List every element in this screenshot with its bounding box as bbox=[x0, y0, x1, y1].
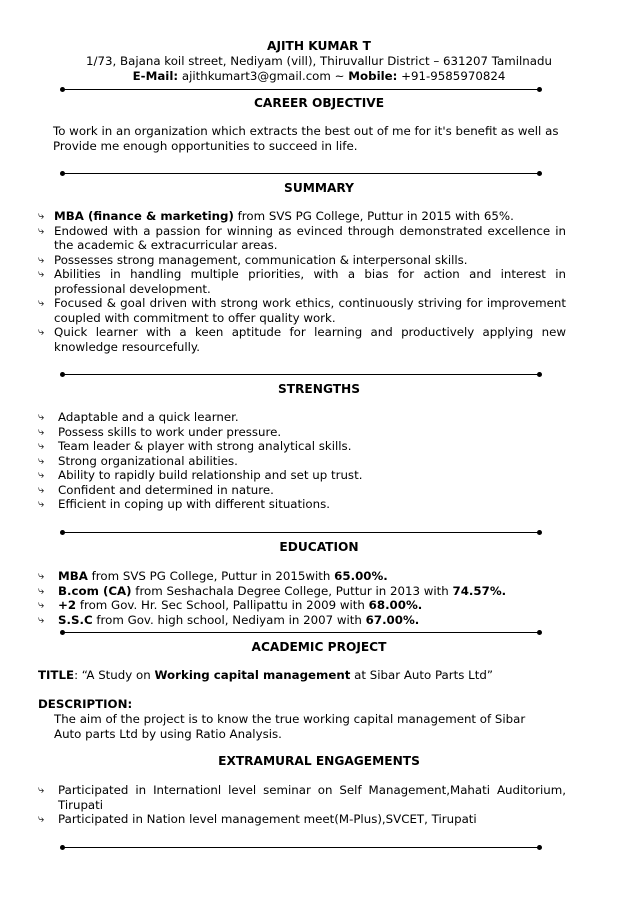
arrow-bullet-icon: ⤷ bbox=[38, 410, 45, 423]
education-item: ⤷ MBA from SVS PG College, Puttur in 2015with 65.00%. bbox=[38, 569, 388, 583]
arrow-bullet-icon: ⤷ bbox=[38, 296, 45, 309]
strength-item: ⤷ Adaptable and a quick learner. bbox=[38, 410, 239, 424]
arrow-bullet-icon: ⤷ bbox=[38, 424, 45, 438]
arrow-bullet-icon: ⤷ bbox=[38, 812, 45, 825]
career-objective-line: To work in an organization which extracts the best out of me for it's benefit as well as bbox=[53, 124, 559, 138]
section-heading-summary: SUMMARY bbox=[284, 181, 354, 195]
summary-item: ⤷ Possesses strong management, communication & interpersonal skills. bbox=[38, 252, 468, 267]
summary-list bbox=[38, 209, 566, 354]
education-item: ⤷ S.S.C from Gov. high school, Nediyam in 2007 with 67.00%. bbox=[38, 612, 420, 627]
project-description: The aim of the project is to know the true working capital management of Sibar Auto parts Ltd by using Ratio Analysis. bbox=[54, 712, 526, 741]
arrow-bullet-icon: ⤷ bbox=[38, 783, 45, 796]
strength-item: ⤷ Team leader & player with strong analytical skills. bbox=[38, 439, 352, 453]
arrow-bullet-icon: ⤷ bbox=[38, 209, 45, 222]
arrow-bullet-icon: ⤷ bbox=[38, 468, 45, 481]
strengths-list bbox=[38, 410, 566, 512]
summary-item: ⤷ Quick learner with a keen aptitude for learning and productively applying new knowledge resourcefully. bbox=[38, 325, 566, 354]
arrow-bullet-icon: ⤷ bbox=[38, 439, 45, 452]
education-list bbox=[38, 569, 566, 627]
extramural-item: ⤷ Participated in Internationl level seminar on Self Management,Mahati Auditorium, Tirupati bbox=[38, 783, 566, 812]
arrow-bullet-icon: ⤷ bbox=[38, 223, 45, 237]
education-item: ⤷ B.com (CA) from Seshachala Degree College, Puttur in 2013 with 74.57%. bbox=[38, 583, 507, 598]
contact-line bbox=[0, 69, 638, 83]
divider bbox=[62, 173, 540, 174]
strength-item: ⤷ Ability to rapidly build relationship and set up trust. bbox=[38, 468, 363, 482]
divider bbox=[62, 632, 540, 633]
summary-item: ⤷ Focused & goal driven with strong work ethics, continuously striving for improvement coupled with commitment to offer quality work. bbox=[38, 296, 566, 325]
section-heading-academic-project: ACADEMIC PROJECT bbox=[251, 640, 387, 654]
arrow-bullet-icon: ⤷ bbox=[38, 252, 45, 266]
arrow-bullet-icon: ⤷ bbox=[38, 612, 45, 626]
arrow-bullet-icon: ⤷ bbox=[38, 267, 45, 280]
section-heading-education: EDUCATION bbox=[279, 540, 359, 554]
strength-item: ⤷ Efficient in coping up with different situations. bbox=[38, 497, 331, 511]
divider bbox=[62, 847, 540, 848]
arrow-bullet-icon: ⤷ bbox=[38, 569, 45, 582]
mobile-label: Mobile: bbox=[348, 69, 398, 83]
career-objective-line: Provide me enough opportunities to succeed in life. bbox=[53, 139, 358, 153]
candidate-name: AJITH KUMAR T bbox=[267, 39, 371, 53]
summary-item: ⤷ Abilities in handling multiple priorities, with a bias for action and interest in professional development. bbox=[38, 267, 566, 296]
arrow-bullet-icon: ⤷ bbox=[38, 497, 45, 510]
arrow-bullet-icon: ⤷ bbox=[38, 583, 45, 597]
arrow-bullet-icon: ⤷ bbox=[38, 482, 45, 496]
summary-item: ⤷ MBA (finance & marketing) from SVS PG College, Puttur in 2015 with 65%. bbox=[38, 209, 514, 223]
description-label: DESCRIPTION: bbox=[38, 697, 133, 711]
contact-separator: ~ bbox=[334, 69, 345, 83]
project-title: TITLE: “A Study on Working capital management at Sibar Auto Parts Ltd” bbox=[38, 668, 493, 682]
summary-item: ⤷ Endowed with a passion for winning as evinced through demonstrated excellence in the academic & extracurricular areas. bbox=[38, 223, 566, 252]
section-heading-career-objective: CAREER OBJECTIVE bbox=[253, 96, 385, 110]
email-label: E-Mail: bbox=[132, 69, 179, 83]
extramural-item: ⤷ Participated in Nation level management meet(M-Plus),SVCET, Tirupati bbox=[38, 812, 477, 826]
section-heading-strengths: STRENGTHS bbox=[277, 382, 361, 396]
address: 1/73, Bajana koil street, Nediyam (vill), Thiruvallur District – 631207 Tamilnadu bbox=[86, 54, 552, 68]
arrow-bullet-icon: ⤷ bbox=[38, 453, 45, 467]
divider bbox=[62, 374, 540, 375]
extramural-list bbox=[38, 783, 566, 827]
arrow-bullet-icon: ⤷ bbox=[38, 325, 45, 338]
education-item: ⤷ +2 from Gov. Hr. Sec School, Pallipattu in 2009 with 68.00%. bbox=[38, 598, 423, 612]
divider bbox=[62, 89, 540, 90]
section-heading-extramural: EXTRAMURAL ENGAGEMENTS bbox=[218, 754, 420, 768]
strength-item: ⤷ Confident and determined in nature. bbox=[38, 482, 274, 497]
career-objective-text bbox=[53, 124, 573, 154]
mobile-value: +91-9585970824 bbox=[401, 69, 506, 83]
arrow-bullet-icon: ⤷ bbox=[38, 598, 45, 611]
email-value: ajithkumart3@gmail.com bbox=[181, 69, 331, 83]
strength-item: ⤷ Possess skills to work under pressure. bbox=[38, 424, 282, 439]
strength-item: ⤷ Strong organizational abilities. bbox=[38, 453, 238, 468]
divider bbox=[62, 532, 540, 533]
